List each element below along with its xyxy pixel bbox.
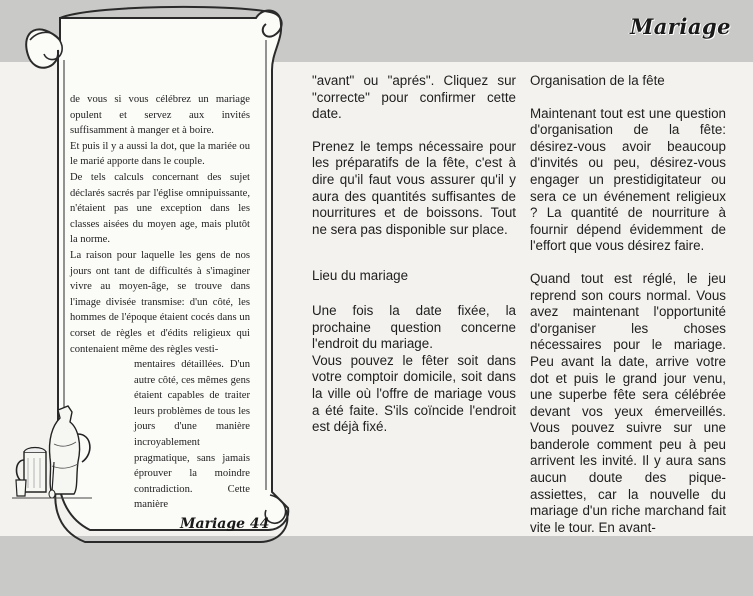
scroll-paragraph-4: La raison pour laquelle les gens de nos jours ont tant de difficultés à s'imaginer vivre au moyen-âge, se trouve dans l'image divisée transmise: d'un côté, les hommes de l'époque étaient cocés dans un corset de règles et d'édits religieux qui contenaient même des règles vesti- — [70, 249, 250, 355]
scroll-footer-signature: Mariage 44 — [180, 516, 270, 532]
right-paragraph-2: Quand tout est réglé, le jeu reprend son cours normal. Vous avez maintenant l'opportunité d'organiser les choses nécessaires pour le mariage. Peu avant la date, arrive votre dot et puis le grand jour venu, une superbe fête sera célébrée devant vos yeux émerveillés. Vous pouvez suivre sur une banderole comment peu à peu arrivent les invité. Il y aura sans aucun doute des pique-assiettes, car la nouvelle du mariage d'un riche marchand fait vite le tour. En avant- — [530, 270, 726, 535]
middle-paragraph-1: "avant" ou "aprés". Cliquez sur "correcte" pour confirmer cette date. — [312, 73, 516, 122]
scroll-paragraph-2: Et puis il y a aussi la dot, que la mariée ou le marié apporte dans le couple. — [70, 140, 250, 168]
middle-paragraph-4: Vous pouvez le fêter soit dans votre comptoir domicile, soit dans la ville où l'offre de mariage vous a été faite. S'ils coïncide l'endroit est déjà fixé. — [312, 352, 516, 435]
scroll-paragraph-indented: mentaires détaillées. D'un autre côté, ces mêmes gens étaient capables de traiter leurs problèmes de tous les jours d'une manière incroyablement pragmatique, sans jamais éprouver la moindre contradiction. Cette manière — [134, 359, 250, 511]
header-title: Mariage — [629, 14, 731, 39]
middle-paragraph-2: Prenez le temps nécessaire pour les préparatifs de la fête, c'est à dire qu'il faut vous assurer qu'il y aura des quantités suffisantes de nourritures et de boissons. Tout ne sera pas disponible sur place. — [312, 138, 516, 237]
middle-heading: Lieu du mariage — [312, 268, 409, 284]
right-column — [530, 73, 726, 552]
scroll-paragraph-1: de vous si vous célébrez un mariage opulent et servez aux invités suffisamment à manger et à boire. — [70, 94, 250, 137]
right-paragraph-1: Maintenant tout est une question d'organisation de la fête: désirez-vous avoir beaucoup d'invités ou peu, désirez-vous engager un prestidigitateur ou sera ce un événement religieux ? La quantité de nourriture à fournir dépend évidemment de l'effort que vous désirez faire. — [530, 105, 726, 254]
middle-column — [312, 73, 516, 452]
right-heading: Organisation de la fête — [530, 73, 665, 88]
jug-and-tankard-icon — [12, 404, 98, 500]
middle-paragraph-3: Une fois la date fixée, la prochaine question concerne l'endroit du mariage. — [312, 302, 516, 352]
scroll-paragraph-3: De tels calculs concernant des sujet déclarés sacrés par l'église omnipuissante, n'étaient pas une exception dans les classes aisées du moyen age, mais plutôt la norme. — [70, 171, 250, 246]
